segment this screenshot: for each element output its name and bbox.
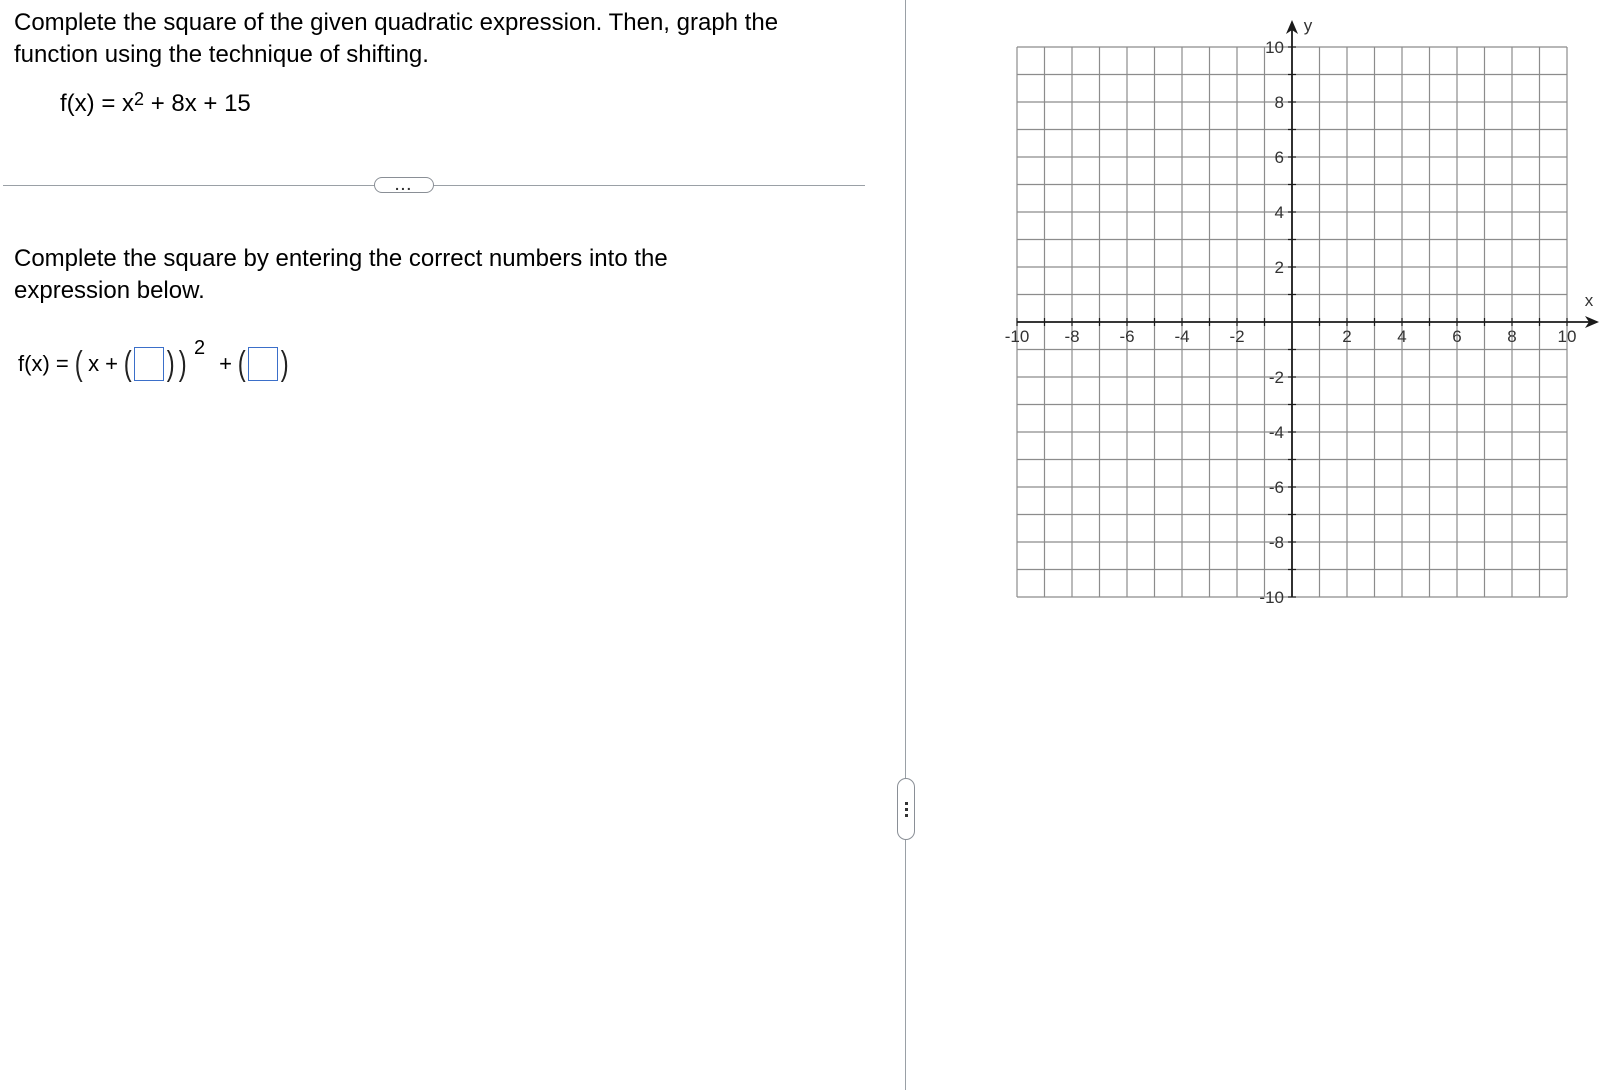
y-tick-label: 8: [1274, 93, 1284, 112]
handle-dot: [905, 802, 908, 805]
answer-exponent: 2: [194, 336, 206, 359]
x-tick-label: 4: [1397, 327, 1407, 346]
open-paren-h: (: [123, 345, 132, 383]
given-function: [60, 90, 251, 118]
x-tick-label: 6: [1452, 327, 1462, 346]
x-tick-label: -10: [1004, 327, 1030, 346]
y-tick-label: -2: [1268, 368, 1284, 387]
close-paren: ): [178, 345, 187, 383]
y-tick-label: 2: [1274, 258, 1284, 277]
graph-canvas[interactable]: [990, 12, 1594, 632]
k-value-input[interactable]: [248, 347, 278, 381]
y-tick-label: 10: [1265, 38, 1284, 57]
pane-divider: [905, 0, 906, 1090]
x-tick-label: -6: [1119, 327, 1135, 346]
y-tick-label: -10: [1259, 588, 1284, 607]
open-paren: (: [74, 345, 83, 383]
y-axis-label: y: [1303, 16, 1313, 35]
answer-expression: [14, 336, 291, 386]
answer-lhs: f(x) =: [18, 351, 69, 376]
problem-prompt: Complete the square of the given quadratic expression. Then, graph the function using the technique of shifting.: [14, 9, 779, 68]
pane-resize-handle[interactable]: [897, 778, 915, 840]
handle-dot: [905, 814, 908, 817]
y-tick-label: -8: [1268, 533, 1284, 552]
expand-details-button[interactable]: ...: [374, 177, 434, 193]
h-value-input[interactable]: [134, 347, 164, 381]
x-tick-label: -2: [1229, 327, 1245, 346]
handle-dot: [905, 808, 908, 811]
answer-plus: +: [219, 351, 232, 376]
x-tick-label: 10: [1557, 327, 1577, 346]
open-paren-k: (: [237, 345, 246, 383]
answer-x-plus: x +: [88, 351, 119, 376]
x-tick-label: -8: [1064, 327, 1080, 346]
y-tick-label: -4: [1268, 423, 1284, 442]
y-tick-label: -6: [1268, 478, 1284, 497]
close-paren-k: ): [281, 345, 289, 383]
step-instruction: Complete the square by entering the correct numbers into the expression below.: [14, 245, 668, 304]
given-function-lhs: f(x) = x: [60, 90, 135, 117]
given-function-rest: + 8x + 15: [144, 90, 251, 117]
x-tick-label: 8: [1507, 327, 1517, 346]
section-divider: [3, 185, 865, 186]
x-tick-label: 2: [1342, 327, 1352, 346]
x-tick-label: -4: [1174, 327, 1190, 346]
y-tick-label: 4: [1274, 203, 1284, 222]
close-paren-h: ): [167, 345, 175, 383]
given-function-exponent: 2: [134, 89, 145, 109]
y-tick-label: 6: [1274, 148, 1284, 167]
x-axis-label: x: [1584, 291, 1594, 310]
